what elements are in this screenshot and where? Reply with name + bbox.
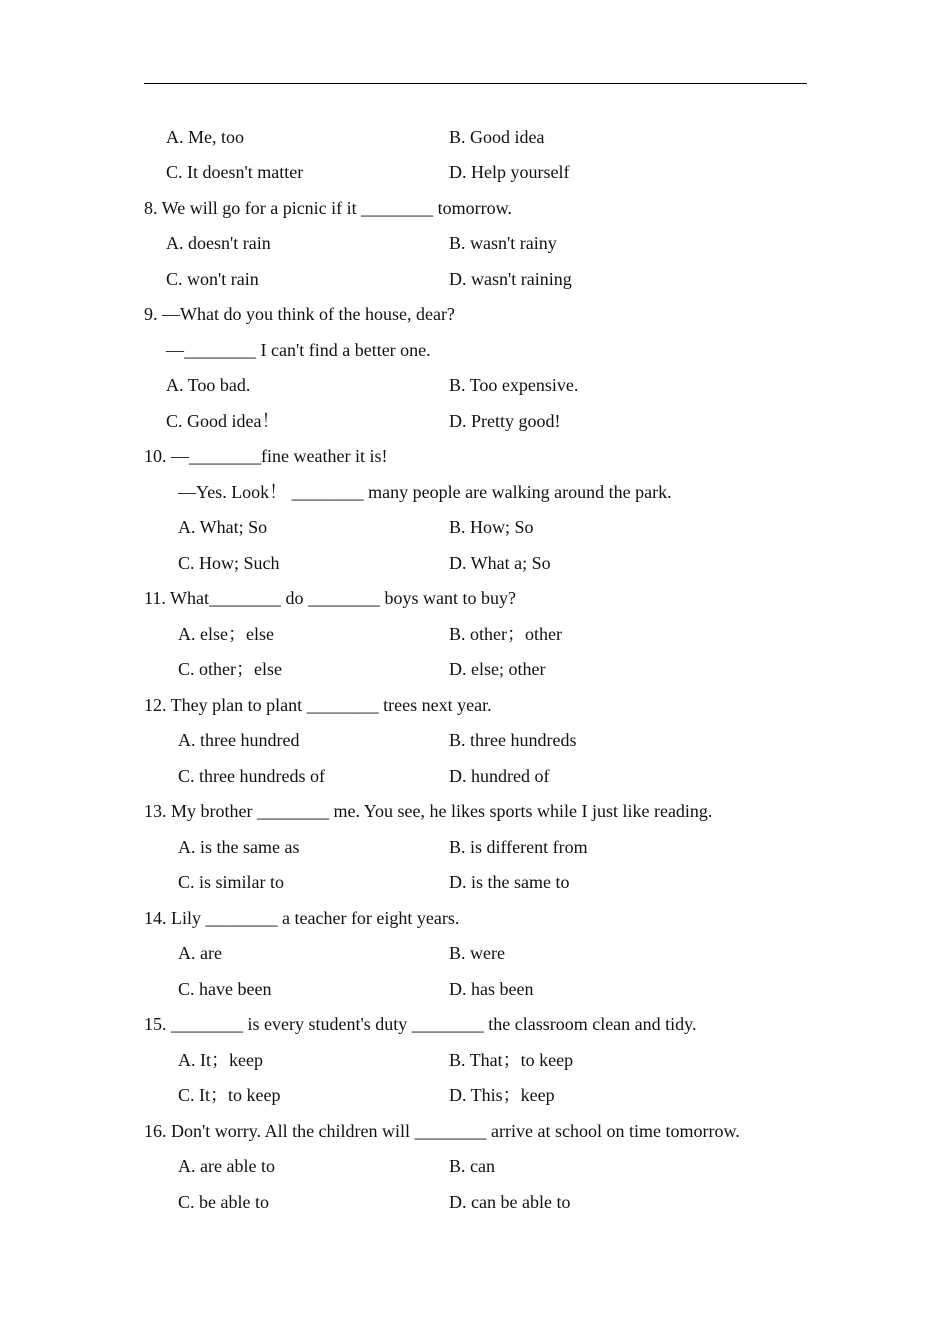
option-16d: D. can be able to [449, 1192, 571, 1212]
question-10-stem: 10. —________fine weather it is! [144, 446, 388, 466]
question-15-stem: 15. ________ is every student's duty ________ the classroom clean and tidy. [144, 1014, 697, 1034]
option-11d: D. else; other [449, 659, 546, 679]
option-15c: C. It；to keep [178, 1085, 281, 1105]
option-14b: B. were [449, 943, 505, 963]
option-7c: C. It doesn't matter [166, 162, 304, 182]
option-8c: C. won't rain [166, 269, 259, 289]
option-12b: B. three hundreds [449, 730, 577, 750]
option-11b: B. other；other [449, 624, 562, 644]
option-14a: A. are [178, 943, 222, 963]
option-8b: B. wasn't rainy [449, 233, 557, 253]
option-12c: C. three hundreds of [178, 766, 325, 786]
option-13a: A. is the same as [178, 837, 300, 857]
option-7a: A. Me, too [166, 127, 244, 147]
question-14-stem: 14. Lily ________ a teacher for eight years. [144, 908, 460, 928]
question-9-stem: 9. —What do you think of the house, dear? [144, 304, 455, 324]
option-15b: B. That；to keep [449, 1050, 574, 1070]
option-13d: D. is the same to [449, 872, 570, 892]
option-10b: B. How; So [449, 517, 534, 537]
option-16b: B. can [449, 1156, 495, 1176]
option-15a: A. It；keep [178, 1050, 263, 1070]
question-10-reply: —Yes. Look！ ________ many people are walking around the park. [178, 482, 672, 502]
option-9a: A. Too bad. [166, 375, 251, 395]
option-15d: D. This；keep [449, 1085, 555, 1105]
option-7d: D. Help yourself [449, 162, 570, 182]
option-13c: C. is similar to [178, 872, 285, 892]
header-rule [144, 83, 807, 84]
option-16a: A. are able to [178, 1156, 275, 1176]
option-9c: C. Good idea！ [166, 411, 280, 431]
option-14c: C. have been [178, 979, 272, 999]
question-11-stem: 11. What________ do ________ boys want to buy? [144, 588, 516, 608]
option-16c: C. be able to [178, 1192, 269, 1212]
option-12a: A. three hundred [178, 730, 300, 750]
option-13b: B. is different from [449, 837, 588, 857]
option-14d: D. has been [449, 979, 534, 999]
option-7b: B. Good idea [449, 127, 545, 147]
option-11a: A. else；else [178, 624, 274, 644]
question-16-stem: 16. Don't worry. All the children will ________ arrive at school on time tomorrow. [144, 1121, 740, 1141]
question-9-reply: —________ I can't find a better one. [166, 340, 431, 360]
question-8-stem: 8. We will go for a picnic if it ________ tomorrow. [144, 198, 512, 218]
option-10d: D. What a; So [449, 553, 551, 573]
question-13-stem: 13. My brother ________ me. You see, he likes sports while I just like reading. [144, 801, 713, 821]
question-12-stem: 12. They plan to plant ________ trees next year. [144, 695, 492, 715]
option-9d: D. Pretty good! [449, 411, 561, 431]
option-11c: C. other；else [178, 659, 282, 679]
option-9b: B. Too expensive. [449, 375, 579, 395]
option-10a: A. What; So [178, 517, 268, 537]
option-8a: A. doesn't rain [166, 233, 271, 253]
option-10c: C. How; Such [178, 553, 280, 573]
option-8d: D. wasn't raining [449, 269, 572, 289]
option-12d: D. hundred of [449, 766, 550, 786]
